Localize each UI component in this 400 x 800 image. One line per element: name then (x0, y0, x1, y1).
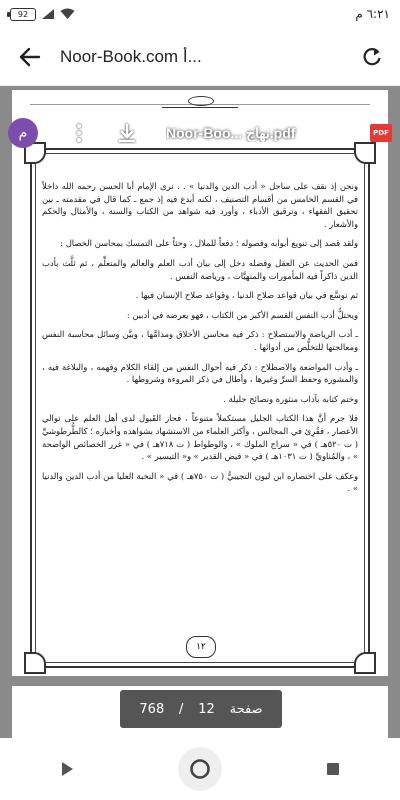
triangle-back-icon (59, 761, 75, 777)
page-separator: / (179, 701, 184, 717)
cellular-signal-icon (41, 8, 55, 20)
pdf-page (12, 90, 388, 676)
viewer-toolbar (0, 110, 400, 156)
paragraph: وختم كتابه بآداب منثورة ونصائح جليلة . (223, 393, 358, 404)
download-icon (116, 122, 138, 144)
status-bar (0, 0, 400, 28)
frame-corner-ornament (354, 652, 376, 674)
wifi-icon (60, 8, 75, 20)
more-vert-icon (77, 124, 81, 128)
home-circle-icon (177, 746, 223, 792)
page-label: صفحة (229, 701, 263, 717)
nav-back-button[interactable] (37, 744, 97, 794)
system-nav-bar (0, 738, 400, 800)
more-vert-icon (77, 131, 81, 135)
total-pages: 768 (139, 701, 165, 717)
nav-recents-button[interactable] (303, 744, 363, 794)
frame-corner-ornament (24, 652, 46, 674)
page-number: ١٢ (186, 636, 216, 658)
paragraph: وعكف على اختصاره ابن ليون التجيبيُّ ( ت ٧٥٠هـ ) في « النخبة العليا من أدب الدين والدنيا » . (42, 470, 358, 494)
page-indicator (120, 690, 282, 728)
top-ornament (162, 94, 238, 108)
pdf-file-icon: PDF (370, 124, 392, 142)
paragraph: ولقد قصد إلى تنويع أبوابه وفصوله ؛ دفعاً للملال ، وحثاً على التمسك بمحاسن الخصال : (60, 238, 358, 249)
battery-level: 92 (17, 9, 29, 19)
paragraph: ـ وأدب المواضعة والاصطلاح : ذكر فيه أحوال النفس من إلقاء الكلام وفهمه ، والبلاغة فيه ، والمشورة وحفظ السرِّ وغيرها ، وأطال في ذكر المروءة وشروطها . (42, 361, 358, 385)
current-page: 12 (198, 701, 215, 717)
battery-icon (10, 8, 36, 21)
app-title: Noor-Book.com أ... (60, 46, 202, 66)
paragraph: ويحتلُّ أدب النفس القسم الأكبر من الكتاب ، فهو يعرضه في أدبين : (126, 309, 358, 320)
more-vert-icon (77, 138, 81, 142)
more-options-button[interactable] (64, 118, 94, 148)
file-name: Noor-Boo... نهاج.pdf (166, 124, 296, 141)
page-text (42, 180, 358, 620)
app-bar (0, 28, 400, 86)
nav-home-button[interactable] (170, 744, 230, 794)
reload-button[interactable] (344, 28, 400, 86)
back-button[interactable] (0, 28, 60, 86)
paragraph: ـ أدب الرياضة والاستصلاح : ذكر فيه محاسن الأخلاق ومذامَّها ، وبيَّن وسائل محاسبة النفس ومعالجتها للتخلُّص من أدوائها . (42, 329, 358, 352)
avatar[interactable]: م (8, 118, 38, 148)
arrow-back-icon (19, 46, 41, 68)
paragraph: فلا جرم أنَّ هذا الكتاب الجليل مستكملاً متنوعاً ، فحاز القَبول لدى أهل العلم على توالي الأعصار ، فقُرِئ في المجالس ، وأكثر العلماء من الاستشهاد بشواهده وأخباره ؛ كالطُّرطوشيِّ ( ت ٥٢٠هـ ) في « سراج الملوك » ، والوطواط ( ت ٧١٨هـ ) في « غرر الخصائص الواضحة » ، والمُناويِّ ( ت ١٠٣١هـ ) في « فيض القدير » و« التيسير » . (42, 413, 358, 462)
download-button[interactable] (110, 118, 144, 148)
pdf-viewer[interactable] (0, 86, 400, 738)
paragraph: ثم توسَّع في بيان قواعد صلاح الدنيا ، وقواعد صلاح الإنسان فيها . (135, 290, 358, 301)
refresh-icon (362, 47, 382, 67)
square-recents-icon (326, 762, 340, 776)
status-time: ٦:٢١ م (355, 7, 390, 21)
paragraph: فمن الحديث عن العقل وفضله دخل إلى بيان أدب العلم والعالم والمتعلِّم ، ثم ثلَّث بأدب الدين ذاكراً فيه المأمورات والمنهيَّات ، ورياضة النفس . (42, 257, 358, 281)
status-left (10, 8, 75, 21)
paragraph: ونحن إذ نقف على ساحل « أدب الدين والدنيا » . . نرى الإمام أبا الحسن رحمه الله داخلاً في القسم الخامس من أقسام التصنيف ، لكنه أبدع فيه إذ جمع ـ كما قال في مقدمته ـ بين تحقيق الفقهاء ، وترقيق الأدباء ، وأورد فيه شواهد من الكتاب والسنة ، والأمثال والحكم والأشعار . (42, 181, 358, 229)
